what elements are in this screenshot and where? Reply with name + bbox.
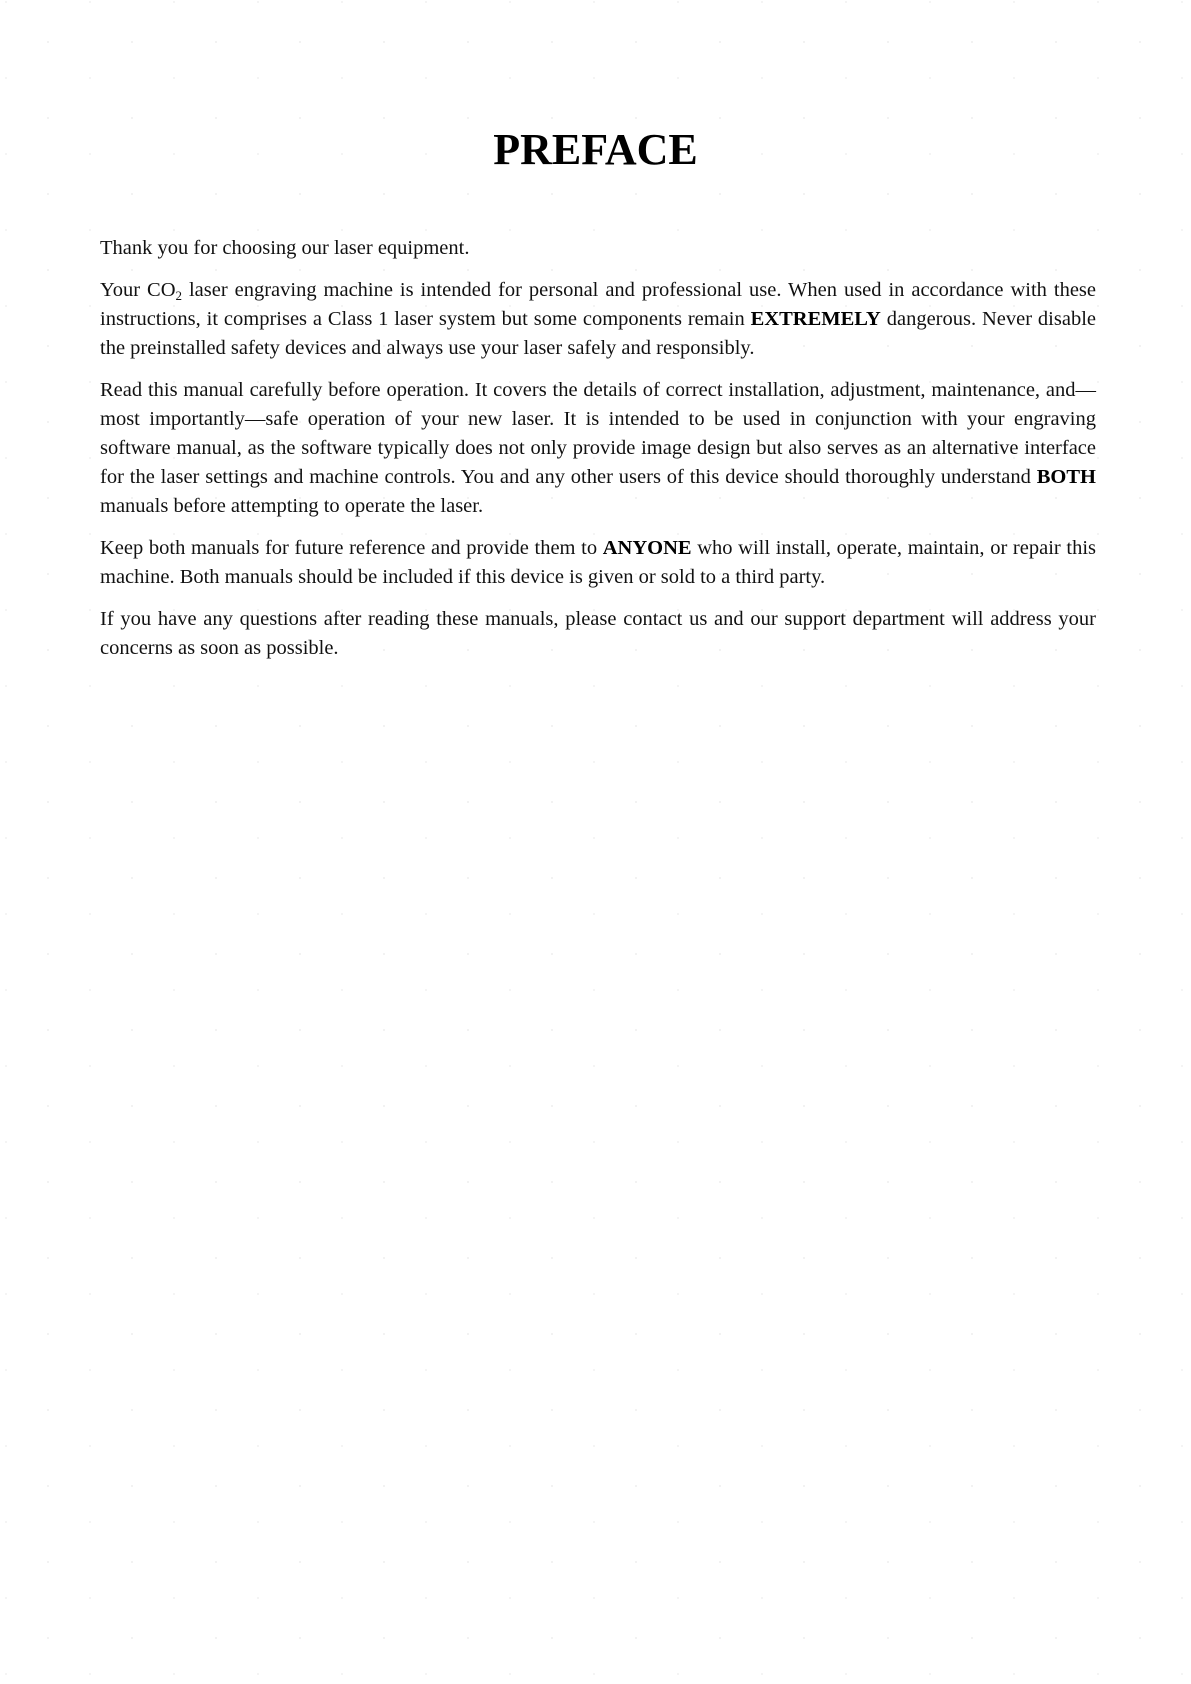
page-title: PREFACE <box>493 125 698 174</box>
paragraph-text-start: Read this manual carefully before operation. It covers the details of correct installation, adjustment, maintenance, and—most importantly—safe operation of your new laser. It is intended to be used in conjunction with your engraving software manual, as the software typically does not only provide image design but also serves as an alternative interface for the laser settings and machine controls. You and any other users of this device should thoroughly understand <box>100 379 1096 488</box>
paragraph-keep-manuals <box>100 534 1096 592</box>
paragraph-text: Thank you for choosing our laser equipment. <box>100 237 470 259</box>
emphasis-extremely: EXTREMELY <box>750 308 881 330</box>
paragraph-machine-intro <box>100 276 1096 363</box>
paragraph-questions <box>100 605 1096 663</box>
emphasis-both: BOTH <box>1036 466 1096 488</box>
paragraph-text-start: Keep both manuals for future reference and provide them to <box>100 537 603 559</box>
paragraph-text-end: who will install, operate, maintain, or repair this machine. Both manuals should be included if this device is given or sold to a third party. <box>100 537 1096 588</box>
subscript-two: 2 <box>175 288 183 303</box>
paragraph-text-middle: laser engraving machine is intended for personal and professional use. When used in accordance with these instructions, it comprises a Class 1 laser system but some components remain <box>100 279 1096 330</box>
paragraph-read-manual <box>100 376 1096 521</box>
emphasis-anyone: ANYONE <box>602 537 692 559</box>
paragraph-text-end: manuals before attempting to operate the laser. <box>100 495 484 517</box>
paragraph-text-start: Your CO <box>100 279 176 301</box>
paragraph-text-end: dangerous. Never disable the preinstalled safety devices and always use your laser safely and responsibly. <box>100 308 1096 359</box>
paragraph-thanks <box>100 234 1096 263</box>
preface-body <box>100 234 1096 676</box>
paragraph-text: If you have any questions after reading these manuals, please contact us and our support department will address your concerns as soon as possible. <box>100 608 1096 659</box>
